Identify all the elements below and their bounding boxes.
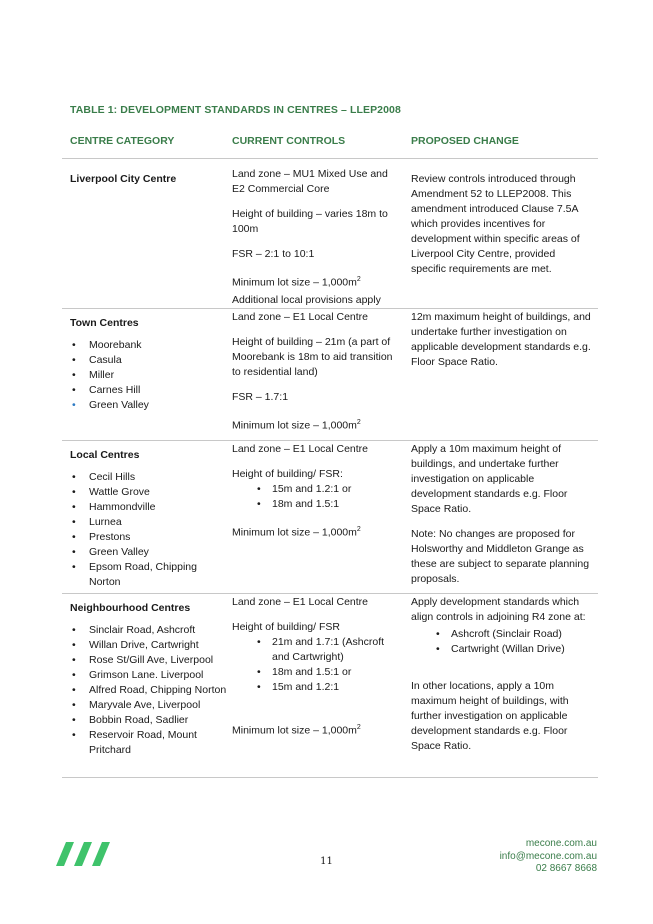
controls-local-centres	[232, 442, 402, 551]
list-item: • Grimson Lane. Liverpool	[70, 668, 228, 683]
list-item: • Carnes Hill	[70, 383, 225, 398]
neighbourhood-centres-list	[70, 623, 228, 758]
list-item: • 15m and 1.2:1	[232, 680, 402, 695]
proposed-locations-list	[411, 627, 591, 657]
list-item: • 15m and 1.2:1 or	[232, 482, 402, 497]
list-item: • Green Valley	[70, 545, 225, 560]
category-local-centres: Local Centres	[70, 449, 140, 461]
category-liverpool-city-centre: Liverpool City Centre	[70, 173, 177, 185]
list-item: • Green Valley	[70, 398, 225, 413]
control-height: Height of building/ FSR	[232, 621, 340, 633]
header-centre-category: CENTRE CATEGORY	[70, 135, 175, 147]
list-item: • Rose St/Gill Ave, Liverpool	[70, 653, 228, 668]
row-divider	[62, 593, 598, 594]
proposed-town-centres	[411, 310, 591, 380]
footer-website[interactable]: mecone.com.au	[525, 838, 597, 849]
footer-contact	[500, 838, 597, 876]
proposed-text: Apply a 10m maximum height of buildings, and undertake further investigation on applicable development standards e.g. Floor Space Ratio.	[411, 443, 568, 515]
category-neighbourhood-centres-cell	[70, 601, 228, 758]
control-lot-size: Minimum lot size – $1,000m^2$	[232, 276, 361, 289]
list-item: • Reservoir Road, Mount Pritchard	[70, 728, 228, 758]
control-zone: Land zone – E1 Local Centre	[232, 596, 369, 608]
proposed-intro: Apply development standards which align controls in adjoining R4 zone at:	[411, 596, 586, 623]
list-item: • Cecil Hills	[70, 470, 225, 485]
category-town-centres-cell	[70, 316, 225, 413]
footer-phone: 02 8667 8668	[535, 863, 597, 874]
row-divider	[62, 440, 598, 441]
list-item: • 21m and 1.7:1 (Ashcroft and Cartwright)	[232, 635, 402, 665]
control-fsr: FSR – 1.7:1	[232, 391, 289, 403]
page-number: 11	[320, 856, 333, 867]
category-local-centres-cell	[70, 448, 225, 590]
controls-neighbourhood-centres	[232, 595, 402, 749]
list-item: • Willan Drive, Cartwright	[70, 638, 228, 653]
proposed-liverpool	[411, 172, 591, 287]
list-item: • Cartwright (Willan Drive)	[411, 642, 591, 657]
local-controls-list	[232, 482, 402, 512]
control-height: Height of building – 21m (a part of Moorebank is 18m to aid transition to residential land)	[232, 336, 393, 378]
control-zone: Land zone – E1 Local Centre	[232, 311, 369, 323]
row-divider	[62, 308, 598, 309]
table-bottom-divider	[62, 777, 598, 778]
local-centres-list	[70, 470, 225, 590]
category-town-centres: Town Centres	[70, 317, 139, 329]
list-item: • Moorebank	[70, 338, 225, 353]
control-fsr: FSR – 2:1 to 10:1	[232, 248, 315, 260]
list-item: • Alfred Road, Chipping Norton	[70, 683, 228, 698]
header-divider	[62, 158, 598, 159]
control-lot-size: Minimum lot size – $1,000m^2$	[232, 724, 361, 737]
category-neighbourhood-centres: Neighbourhood Centres	[70, 602, 191, 614]
list-item: • Maryvale Ave, Liverpool	[70, 698, 228, 713]
table-title: TABLE 1: DEVELOPMENT STANDARDS IN CENTRES – LLEP2008	[70, 104, 401, 116]
control-zone: Land zone – MU1 Mixed Use and E2 Commercial Core	[232, 168, 388, 195]
list-item: • Epsom Road, Chipping Norton	[70, 560, 225, 590]
control-height: Height of building – varies 18m to 100m	[232, 208, 388, 235]
control-lot-size: Minimum lot size – $1,000m^2$	[232, 526, 361, 539]
proposed-outro: In other locations, apply a 10m maximum height of buildings, with further investigation on applicable development standards e.g. Floor Space Ratio.	[411, 680, 569, 752]
proposed-local-centres	[411, 442, 591, 597]
control-additional: Additional local provisions apply	[232, 293, 381, 306]
list-item: • Wattle Grove	[70, 485, 225, 500]
list-item: • Ashcroft (Sinclair Road)	[411, 627, 591, 642]
proposed-neighbourhood-centres	[411, 595, 591, 764]
list-item: • 18m and 1.5:1 or	[232, 665, 402, 680]
list-item: • Prestons	[70, 530, 225, 545]
list-item: • Hammondville	[70, 500, 225, 515]
list-item: • Sinclair Road, Ashcroft	[70, 623, 228, 638]
control-height: Height of building/ FSR:	[232, 468, 343, 480]
controls-town-centres	[232, 310, 402, 444]
neighbourhood-controls-list	[232, 635, 402, 695]
town-centres-list	[70, 338, 225, 413]
control-lot-size: Minimum lot size – $1,000m^2$	[232, 419, 361, 432]
proposed-text: 12m maximum height of buildings, and undertake further investigation on applicable development standards e.g. Floor Space Ratio.	[411, 311, 591, 368]
header-proposed-change: PROPOSED CHANGE	[411, 135, 519, 147]
footer-email[interactable]: info@mecone.com.au	[499, 850, 597, 862]
list-item: • Lurnea	[70, 515, 225, 530]
list-item: • Bobbin Road, Sadlier	[70, 713, 228, 728]
list-item: • 18m and 1.5:1	[232, 497, 402, 512]
header-current-controls: CURRENT CONTROLS	[232, 135, 346, 147]
control-zone: Land zone – E1 Local Centre	[232, 443, 369, 455]
list-item: • Miller	[70, 368, 225, 383]
controls-liverpool	[232, 167, 402, 318]
proposed-text: Review controls introduced through Amendment 52 to LLEP2008. This amendment introduced Clause 7.5A which provides incentives for development within specific areas of Liverpool City Centre, provided specific requirements are met.	[411, 173, 580, 275]
proposed-note: Note: No changes are proposed for Holsworthy and Middleton Grange as these are subject to separate planning proposals.	[411, 528, 590, 585]
list-item: • Casula	[70, 353, 225, 368]
